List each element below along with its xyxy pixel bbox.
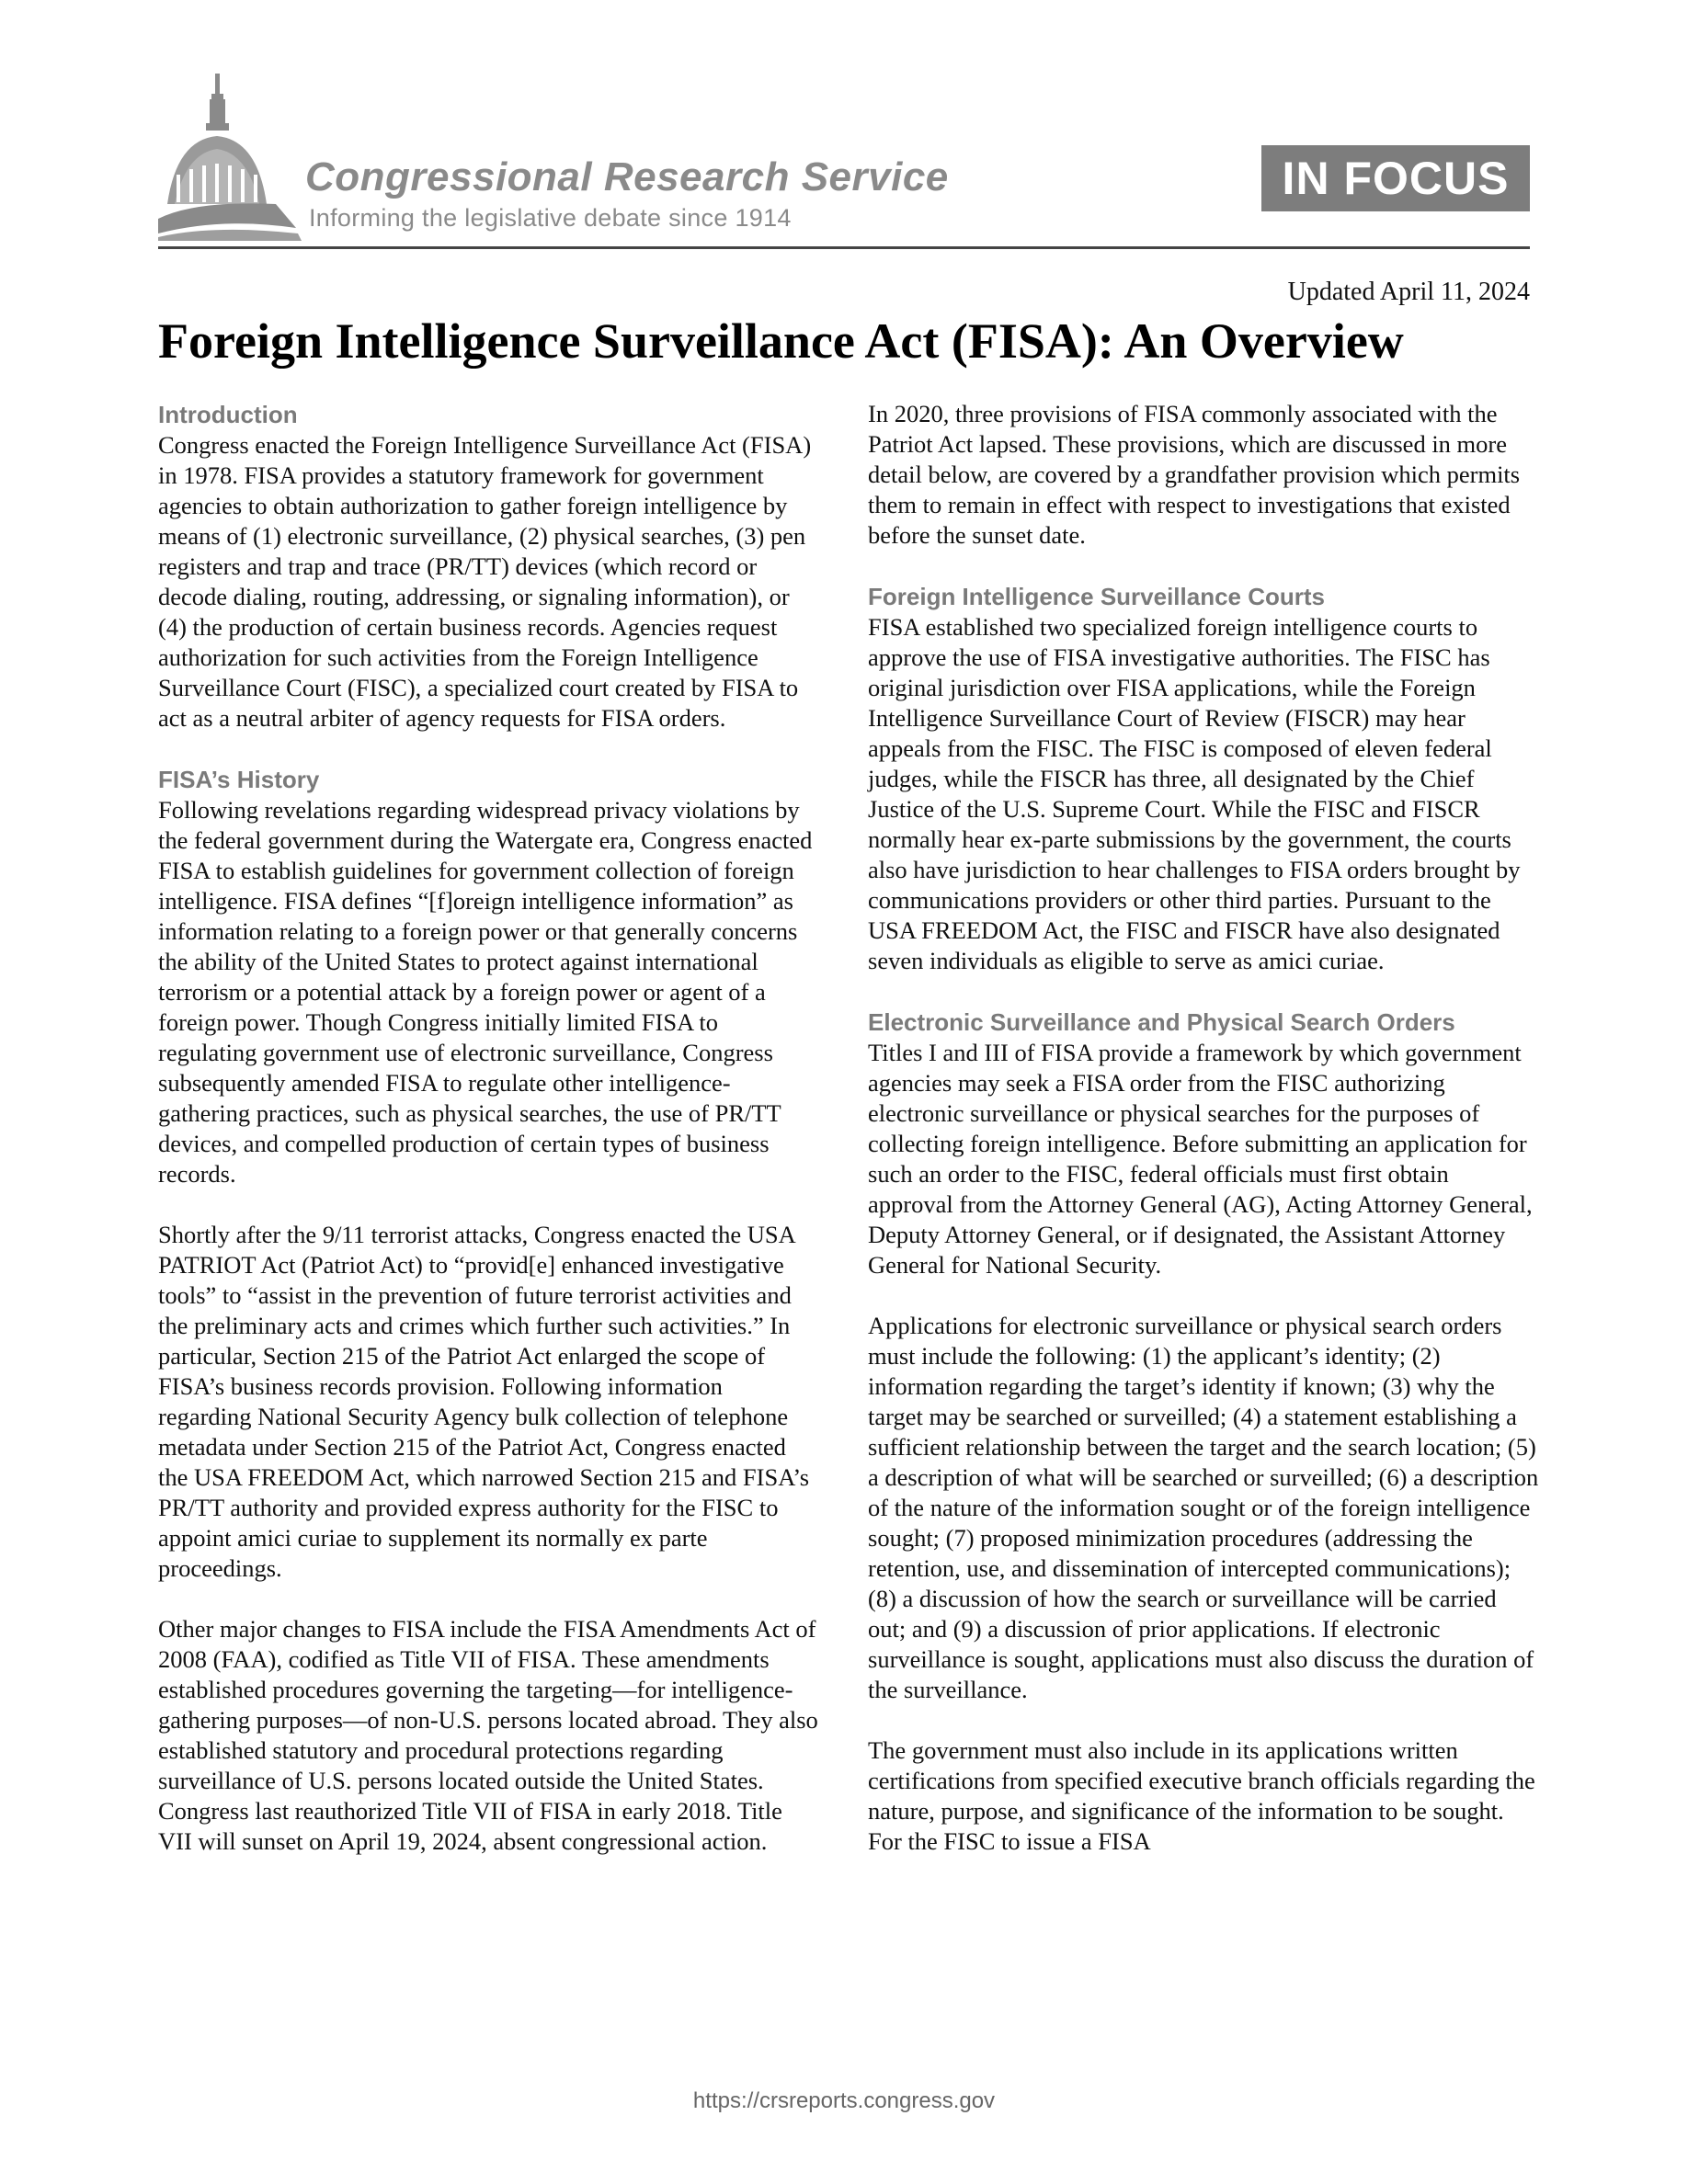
paragraph: Other major changes to FISA include the FISA Amendments Act of 2008 (FAA), codified as Title VII of FISA. These amendments established procedures governing the targeting—for intelligence-gathering purposes—of non-U.S. persons located abroad. They also established statutory and procedural protections regarding surveillance of U.S. persons located outside the United States. Congress last reauthorized Title VII of FISA in early 2018. Title VII will sunset on April 19, 2024, absent congressional action. <box>158 1615 818 1855</box>
section-heading-courts: Foreign Intelligence Surveillance Courts <box>868 583 1326 610</box>
paragraph: In 2020, three provisions of FISA commonly associated with the Patriot Act lapsed. These provisions, which are discussed in more detail below, are covered by a grandfather provision which permits them to remain in effect with respect to investigations that existed before the sunset date. <box>868 400 1521 549</box>
capitol-dome-icon <box>158 66 305 241</box>
report-header <box>158 66 1530 250</box>
left-column <box>158 399 820 1887</box>
paragraph: Shortly after the 9/11 terrorist attacks, Congress enacted the USA PATRIOT Act (Patriot Act) to “provid[e] enhanced investigative tools” to “assist in the prevention of future terrorist activities and the preliminary acts and crimes which further such activities.” In particular, Section 215 of the Patriot Act enlarged the scope of FISA’s business records provision. Following information regarding National Security Agency bulk collection of telephone metadata under Section 215 of the Patriot Act, Congress enacted the USA FREEDOM Act, which narrowed Section 215 and FISA’s PR/TT authority and provided express authority for the FISC to appoint amici curiae to supplement its normally ex parte proceedings. <box>158 1221 810 1582</box>
header-divider <box>158 246 1530 249</box>
in-focus-badge: IN FOCUS <box>1261 145 1530 211</box>
section-heading-introduction: Introduction <box>158 401 298 428</box>
paragraph: Congress enacted the Foreign Intelligence Surveillance Act (FISA) in 1978. FISA provides a statutory framework for government agencies to obtain authorization to gather foreign intelligence by means of (1) electronic surveillance, (2) physical searches, (3) pen registers and trap and trace (PR/TT) devices (which record or decode dialing, routing, addressing, or signaling information), or (4) the production of certain business records. Agencies request authorization for such activities from the Foreign Intelligence Surveillance Court (FISC), a specialized court created by FISA to act as a neutral arbiter of agency requests for FISA orders. <box>158 431 812 732</box>
updated-date: Updated April 11, 2024 <box>1287 278 1530 306</box>
paragraph: Following revelations regarding widespread privacy violations by the federal government during the Watergate era, Congress enacted FISA to establish guidelines for government collection of foreign intelligence. FISA defines “[f]oreign intelligence information” as information relating to a foreign power or that generally concerns the ability of the United States to protect against international terrorism or a potential attack by a foreign power or agent of a foreign power. Though Congress initially limited FISA to regulating government use of electronic surveillance, Congress subsequently amended FISA to regulate other intelligence-gathering practices, such as physical searches, the use of PR/TT devices, and compelled production of certain types of business records. <box>158 796 813 1188</box>
section-heading-orders: Electronic Surveillance and Physical Search Orders <box>868 1008 1455 1036</box>
paragraph: Applications for electronic surveillance or physical search orders must include the following: (1) the applicant’s identity; (2) information regarding the target’s identity if known; (3) why the target may be searched or surveilled; (4) a statement establishing a sufficient relationship between the target and the search location; (5) a description of what will be searched or surveilled; (6) a description of the nature of the information sought or of the foreign intelligence sought; (7) proposed minimization procedures (addressing the retention, use, and dissemination of intercepted communications); (8) a discussion of how the search or surveillance will be carried out; and (9) a discussion of prior applications. If electronic surveillance is sought, applications must also discuss the duration of the surveillance. <box>868 1312 1539 1703</box>
organization-tagline: Informing the legislative debate since 1914 <box>309 204 792 232</box>
right-column <box>868 399 1539 1887</box>
document-title: Foreign Intelligence Surveillance Act (FISA): An Overview <box>158 313 1404 369</box>
paragraph: Titles I and III of FISA provide a framework by which government agencies may seek a FISA order from the FISC authorizing electronic surveillance or physical searches for the purposes of collecting foreign intelligence. Before submitting an application for such an order to the FISC, federal officials must first obtain approval from the Attorney General (AG), Acting Attorney General, Deputy Attorney General, or if designated, the Assistant Attorney General for National Security. <box>868 1039 1533 1279</box>
organization-name: Congressional Research Service <box>305 154 949 199</box>
section-heading-history: FISA’s History <box>158 766 320 793</box>
paragraph: The government must also include in its applications written certifications from specified executive branch officials regarding the nature, purpose, and significance of the information to be sought. For the FISC to issue a FISA <box>868 1736 1535 1855</box>
footer-url[interactable]: https://crsreports.congress.gov <box>692 2088 996 2113</box>
paragraph: FISA established two specialized foreign intelligence courts to approve the use of FISA investigative authorities. The FISC has original jurisdiction over FISA applications, while the Foreign Intelligence Surveillance Court of Review (FISCR) may hear appeals from the FISC. The FISC is composed of eleven federal judges, while the FISCR has three, all designated by the Chief Justice of the U.S. Supreme Court. While the FISC and FISCR normally hear ex-parte submissions by the government, the courts also have jurisdiction to hear challenges to FISA orders brought by communications providers or other third parties. Pursuant to the USA FREEDOM Act, the FISC and FISCR have also designated seven individuals as eligible to serve as amici curiae. <box>868 613 1521 974</box>
